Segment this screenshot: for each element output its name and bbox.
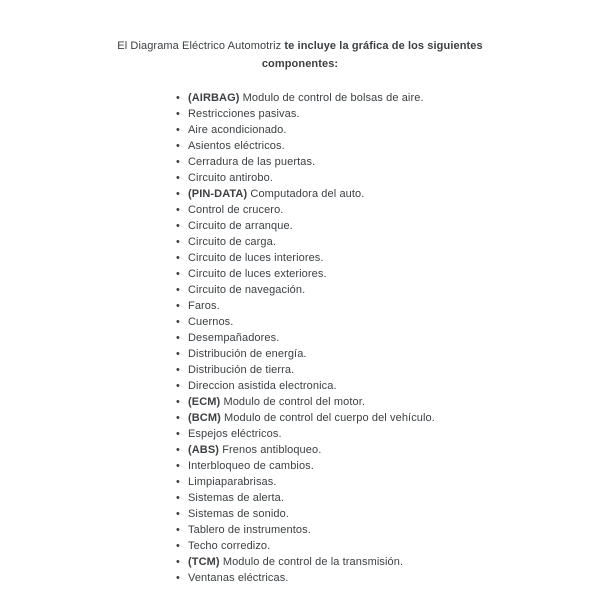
list-item	[176, 298, 600, 314]
bullet-icon: •	[176, 268, 180, 280]
list-item	[176, 250, 600, 266]
list-item	[176, 522, 600, 538]
list-item	[176, 122, 600, 138]
item-text: Tablero de instrumentos.	[188, 524, 311, 536]
item-text: Cuernos.	[188, 316, 234, 328]
bullet-icon: •	[176, 460, 180, 472]
list-item	[176, 170, 600, 186]
item-acronym: (AIRBAG)	[188, 92, 240, 104]
bullet-icon: •	[176, 284, 180, 296]
bullet-icon: •	[176, 508, 180, 520]
list-item	[176, 186, 600, 202]
list-item	[176, 506, 600, 522]
item-text: Interbloqueo de cambios.	[188, 460, 314, 472]
bullet-icon: •	[176, 396, 180, 408]
bullet-icon: •	[176, 348, 180, 360]
item-text: Sistemas de sonido.	[188, 508, 289, 520]
title-line-1	[0, 37, 600, 55]
item-acronym: (ECM)	[188, 396, 221, 408]
bullet-icon: •	[176, 332, 180, 344]
item-text: Distribución de energía.	[188, 348, 307, 360]
list-item	[176, 378, 600, 394]
item-text: Circuito de luces exteriores.	[188, 268, 327, 280]
item-text: Modulo de control de bolsas de aire.	[242, 92, 424, 104]
bullet-icon: •	[176, 412, 180, 424]
item-acronym: (BCM)	[188, 412, 221, 424]
bullet-icon: •	[176, 156, 180, 168]
bullet-icon: •	[176, 556, 180, 568]
list-item	[176, 330, 600, 346]
list-item	[176, 234, 600, 250]
list-item	[176, 282, 600, 298]
list-item	[176, 362, 600, 378]
item-text: Asientos eléctricos.	[188, 140, 285, 152]
item-text: Espejos eléctricos.	[188, 428, 282, 440]
list-item	[176, 90, 600, 106]
item-text: Modulo de control del cuerpo del vehículo.	[224, 412, 435, 424]
bullet-icon: •	[176, 252, 180, 264]
bullet-icon: •	[176, 444, 180, 456]
list-item	[176, 314, 600, 330]
list-item	[176, 266, 600, 282]
item-text: Techo corredizo.	[188, 540, 271, 552]
bullet-icon: •	[176, 524, 180, 536]
item-text: Modulo de control del motor.	[223, 396, 366, 408]
list-item	[176, 538, 600, 554]
item-acronym: (TCM)	[188, 556, 220, 568]
item-text: Restricciones pasivas.	[188, 108, 300, 120]
item-text: Circuito de navegación.	[188, 284, 306, 296]
item-acronym: (PIN-DATA)	[188, 188, 248, 200]
page-title	[0, 0, 600, 73]
list-item	[176, 106, 600, 122]
list-item	[176, 490, 600, 506]
item-text: Circuito de luces interiores.	[188, 252, 324, 264]
title-text-bold: te incluye la gráfica de los siguientes	[284, 40, 483, 52]
bullet-icon: •	[176, 300, 180, 312]
list-item	[176, 426, 600, 442]
bullet-icon: •	[176, 92, 180, 104]
item-text: Sistemas de alerta.	[188, 492, 285, 504]
item-text: Distribución de tierra.	[188, 364, 295, 376]
list-item	[176, 474, 600, 490]
item-text: Computadora del auto.	[250, 188, 365, 200]
bullet-icon: •	[176, 492, 180, 504]
item-text: Limpiaparabrisas.	[188, 476, 277, 488]
list-item	[176, 218, 600, 234]
item-text: Circuito antirobo.	[188, 172, 273, 184]
component-list	[0, 90, 600, 586]
bullet-icon: •	[176, 124, 180, 136]
item-text: Desempañadores.	[188, 332, 280, 344]
bullet-icon: •	[176, 140, 180, 152]
list-item	[176, 346, 600, 362]
bullet-icon: •	[176, 540, 180, 552]
bullet-icon: •	[176, 316, 180, 328]
item-text: Cerradura de las puertas.	[188, 156, 316, 168]
item-text: Control de crucero.	[188, 204, 284, 216]
bullet-icon: •	[176, 220, 180, 232]
list-item	[176, 394, 600, 410]
item-text: Modulo de control de la transmisión.	[222, 556, 404, 568]
item-text: Faros.	[188, 300, 220, 312]
list-item	[176, 554, 600, 570]
bullet-icon: •	[176, 476, 180, 488]
item-acronym: (ABS)	[188, 444, 220, 456]
bullet-icon: •	[176, 364, 180, 376]
title-text-regular: El Diagrama Eléctrico Automotriz	[117, 40, 282, 52]
item-text: Aire acondicionado.	[188, 124, 287, 136]
bullet-icon: •	[176, 172, 180, 184]
list-item	[176, 442, 600, 458]
bullet-icon: •	[176, 428, 180, 440]
bullet-icon: •	[176, 108, 180, 120]
list-item	[176, 410, 600, 426]
list-item	[176, 154, 600, 170]
list-item	[176, 202, 600, 218]
bullet-icon: •	[176, 236, 180, 248]
list-item	[176, 570, 600, 586]
item-text: Circuito de carga.	[188, 236, 277, 248]
bullet-icon: •	[176, 188, 180, 200]
item-text: Circuito de arranque.	[188, 220, 293, 232]
bullet-icon: •	[176, 204, 180, 216]
bullet-icon: •	[176, 380, 180, 392]
list-item	[176, 138, 600, 154]
list-item	[176, 458, 600, 474]
bullet-icon: •	[176, 572, 180, 584]
title-line-2	[0, 55, 600, 73]
item-text: Direccion asistida electronica.	[188, 380, 337, 392]
item-text: Frenos antibloqueo.	[222, 444, 322, 456]
item-text: Ventanas eléctricas.	[188, 572, 289, 584]
title-text-bold-2: componentes:	[261, 58, 339, 70]
